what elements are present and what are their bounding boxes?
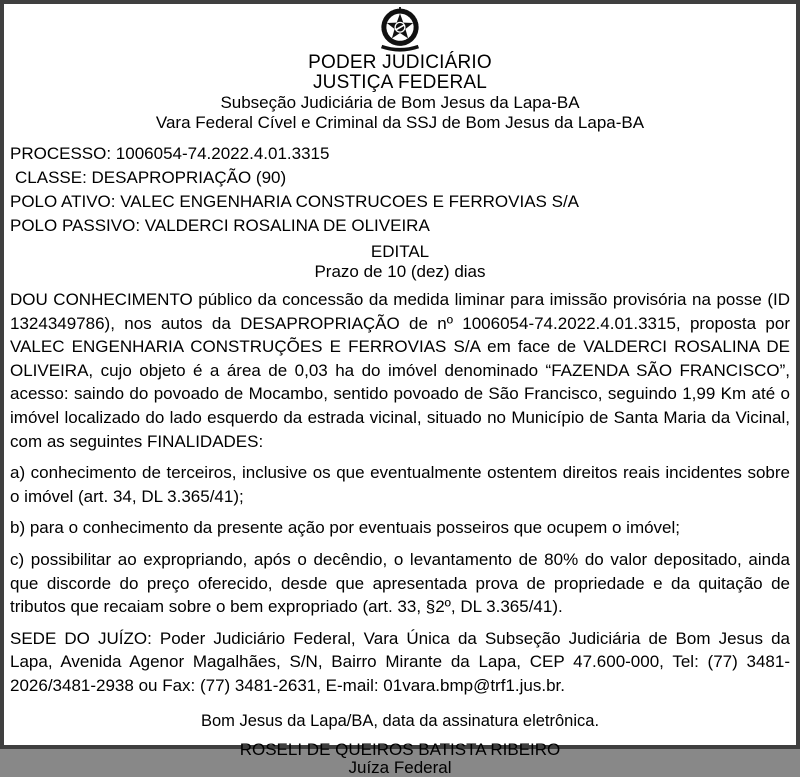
signature-place-date: Bom Jesus da Lapa/BA, data da assinatura eletrônica. <box>200 711 600 730</box>
purpose-item-a: a) conhecimento de terceiros, inclusive os que eventualmente ostentem direitos reais incidentes sobre o imóvel (art. 34, DL 3.365/41); <box>10 463 790 506</box>
case-processo: PROCESSO: 1006054-74.2022.4.01.3315 <box>10 144 330 163</box>
document-header-emblem <box>10 7 790 53</box>
purpose-item-c: c) possibilitar ao expropriando, após o decêndio, o levantamento de 80% do valor depositado, ainda que discorde do preço oferecido, desde que apresentada prova de propriedade e da quitação de tributos que recaiam sobre o bem expropriado (art. 33, §2º, DL 3.365/41). <box>10 549 790 617</box>
purpose-item-b: b) para o conhecimento da presente ação por eventuais posseiros que ocupem o imóvel; <box>10 518 681 538</box>
case-classe: CLASSE: DESAPROPRIAÇÃO (90) <box>15 168 287 187</box>
judge-title: Juíza Federal <box>348 757 452 777</box>
main-paragraph: DOU CONHECIMENTO público da concessão da medida liminar para imissão provisória na posse (ID 1324349786), nos autos da DESAPROPRIAÇÃO de nº 1006054-74.2022.4.01.3315, proposta por VALEC ENGENHARIA CONSTRUÇÕES E FERROVIAS S/A em face de VALDERCI ROSALINA DE OLIVEIRA, cujo objeto é a área de 0,03 ha do imóvel denominado “FAZENDA SÃO FRANCISCO”, acesso: saindo do povoado de Mocambo, sentido povoado de São Francisco, seguindo 1,99 Km até o imóvel localizado do lado esquerdo da estrada vicinal, situado no Município de Santa Maria da Vicinal, com as seguintes FINALIDADES: <box>10 290 790 451</box>
judge-name: ROSELI DE QUEIROS BATISTA RIBEIRO <box>239 739 561 759</box>
edital-deadline: Prazo de 10 (dez) dias <box>314 262 486 281</box>
case-polo-ativo: POLO ATIVO: VALEC ENGENHARIA CONSTRUCOES E FERROVIAS S/A <box>10 192 580 211</box>
org-name-line1: PODER JUDICIÁRIO <box>308 52 492 73</box>
edital-title: EDITAL <box>370 242 430 261</box>
case-polo-passivo: POLO PASSIVO: VALDERCI ROSALINA DE OLIVEIRA <box>10 216 430 235</box>
org-court: Vara Federal Cível e Criminal da SSJ de Bom Jesus da Lapa-BA <box>155 113 645 132</box>
court-address-paragraph: SEDE DO JUÍZO: Poder Judiciário Federal, Vara Única da Subseção Judiciária de Bom Jesus da Lapa, Avenida Agenor Magalhães, S/N, Bairro Mirante da Lapa, CEP 47.600-000, Tel: (77) 3481-2026/3481-2938 ou Fax: (77) 3481-2631, E-mail: 01vara.bmp@trf1.jus.br. <box>10 628 790 695</box>
case-info-block <box>10 142 790 238</box>
edital-title-block <box>10 242 790 282</box>
org-name-line2: JUSTIÇA FEDERAL <box>312 72 488 93</box>
org-subsection: Subseção Judiciária de Bom Jesus da Lapa-BA <box>220 93 580 112</box>
